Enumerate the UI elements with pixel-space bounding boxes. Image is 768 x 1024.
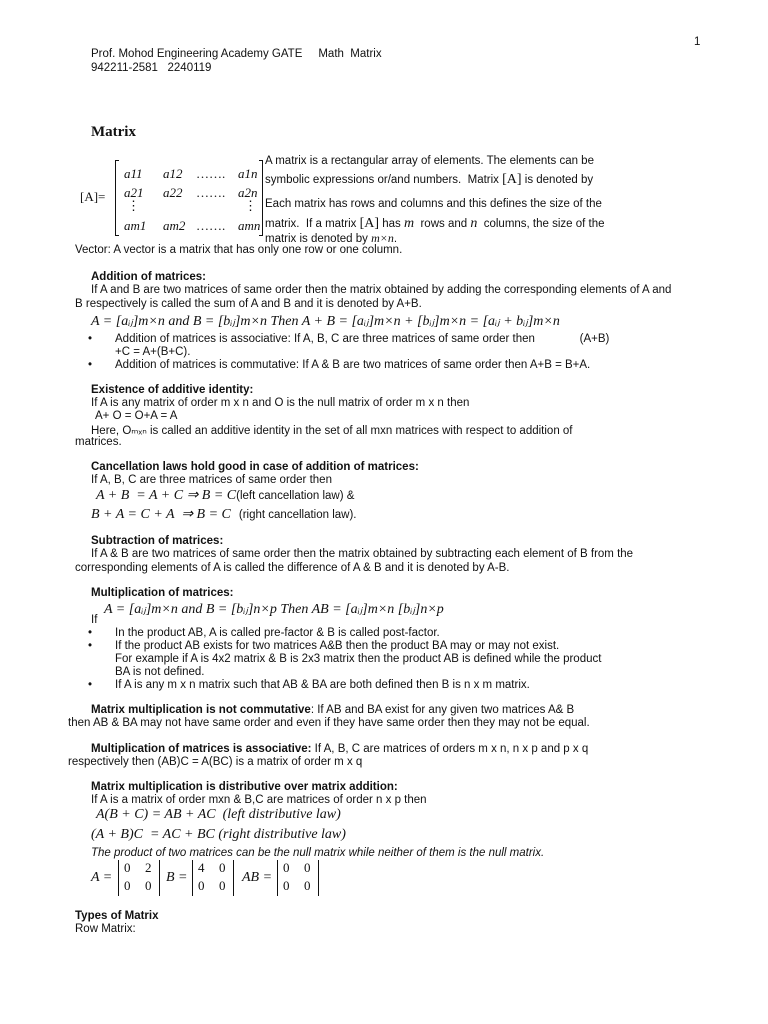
matrix-A-cell: 2 (145, 860, 152, 875)
header-line-2: 942211-2581 2240119 (91, 62, 212, 74)
bullet-text: Addition of matrices is commutative: If A & B are two matrices of same order then A+B = B+A. (115, 359, 591, 371)
right-cancellation (91, 506, 357, 523)
matrix-A (118, 860, 160, 896)
types-heading: Types of Matrix (75, 910, 159, 922)
identity-heading: Existence of additive identity: (91, 384, 254, 396)
n-symbol: n (470, 216, 478, 231)
def-text: matrix. If a matrix (265, 218, 360, 230)
addition-heading: Addition of matrices: (91, 271, 207, 283)
identity-line-2: A+ O = O+A = A (95, 410, 178, 422)
distributive-heading: Matrix multiplication is distributive over matrix addition: (91, 781, 398, 793)
matrix-A-label: A = (91, 870, 113, 885)
multiplication-if: If (91, 614, 98, 626)
not-commutative-text: : If AB and BA exist for any given two matrices A& B (310, 704, 575, 716)
matrix-AB-cell: 0 (283, 878, 290, 893)
distributive-line-1: If A is a matrix of order mxn & B,C are matrices of order n x p then (91, 794, 427, 806)
matrix-B-cell: 0 (219, 878, 226, 893)
bullet-text: If A is any m x n matrix such that AB & BA are both defined then B is n x m matrix. (115, 679, 530, 691)
bullet-product-exists (91, 640, 559, 652)
formula: A + B = A + C ⇒ B = C (96, 488, 237, 503)
subtraction-text: If A & B are two matrices of same order then the matrix obtained by subtracting each element of B from the corresponding elements of A is called the difference of A & B and it is denoted by A-B. (75, 548, 634, 574)
matrix-symbol: [A] (359, 216, 380, 231)
matrix-label: [A]= (80, 189, 106, 204)
cell-a12: a12 (163, 166, 183, 181)
cell-dots-1: ……. (196, 166, 226, 181)
matrix-symbol: [A] (502, 172, 522, 187)
associative-line-1 (91, 743, 588, 755)
cell-a22: a22 (163, 185, 183, 200)
def-text: . (393, 233, 398, 245)
right-distributive-formula: (A + B)C = AC + BC (right distributive law) (91, 827, 346, 842)
matrix-A-cell: 0 (145, 878, 152, 893)
row-matrix-heading: Row Matrix: (75, 923, 136, 935)
definition-line-4 (265, 216, 605, 232)
subtraction-heading: Subtraction of matrices: (91, 535, 224, 547)
def-text: rows and (414, 218, 471, 230)
identity-line-3: Here, Oₘₓₙ is called an additive identity in the set of all mxn matrices with respect to addition of (91, 425, 573, 437)
def-text: columns, the size of the (477, 218, 605, 230)
cancellation-heading: Cancellation laws hold good in case of addition of matrices: (91, 461, 419, 473)
bullet-associative (91, 333, 609, 345)
definition-line-1: A matrix is a rectangular array of elements. The elements can be (265, 155, 594, 167)
multiplication-heading: Multiplication of matrices: (91, 587, 234, 599)
page-title: Matrix (91, 124, 136, 140)
general-matrix (115, 160, 263, 236)
size-symbol: m×n (371, 231, 394, 245)
def-text: is denoted by (521, 174, 594, 186)
cell-vdots-1: ⋮ (127, 198, 140, 213)
matrix-B (192, 860, 234, 896)
matrix-B-cell: 0 (198, 878, 205, 893)
bullet-pre-factor (91, 627, 440, 639)
addition-text: If A and B are two matrices of same order then the matrix obtained by adding the corresponding elements of A and B respectively is called the sum of A and B and it is denoted by A+B. (75, 284, 672, 310)
header-line-1: Prof. Mohod Engineering Academy GATE Math Matrix (91, 48, 382, 60)
matrix-A-cell: 0 (124, 878, 131, 893)
law-label: (left cancellation law) & (236, 490, 355, 502)
def-text: symbolic expressions or/and numbers. Matrix (265, 174, 503, 186)
vector-definition: Vector: A vector is a matrix that has only one row or one column. (75, 244, 403, 256)
matrix-AB-label: AB = (242, 870, 273, 885)
cell-dots-3: ……. (196, 218, 226, 233)
bullet-text: In the product AB, A is called pre-factor & B is called post-factor. (115, 627, 440, 639)
cell-a21: a21 (124, 185, 144, 200)
left-cancellation (96, 487, 354, 504)
left-distributive-formula: A(B + C) = AB + AC (left distributive law) (96, 807, 341, 822)
matrix-B-label: B = (166, 870, 188, 885)
cell-am1: am1 (124, 218, 147, 233)
cell-am2: am2 (163, 218, 186, 233)
associative-line-2: respectively then (AB)C = A(BC) is a matrix of order m x q (68, 756, 363, 768)
bullet-order (91, 679, 530, 691)
bullet-example-cont: BA is not defined. (115, 666, 205, 678)
cancellation-line-1: If A, B, C are three matrices of same order then (91, 474, 332, 486)
associative-text: If A, B, C are matrices of orders m x n, n x p and p x q (311, 743, 589, 755)
cell-amn: amn (238, 218, 261, 233)
matrix-AB (277, 860, 319, 896)
not-commutative-line-2: then AB & BA may not have same order and even if they have same order then they may not be equal. (68, 717, 590, 729)
law-label: (right cancellation law). (238, 509, 357, 521)
multiplication-formula: A = [aᵢⱼ]m×n and B = [bᵢⱼ]n×p Then AB = [aᵢⱼ]m×n [bᵢⱼ]n×p (104, 602, 444, 617)
matrix-A-cell: 0 (124, 860, 131, 875)
page-number: 1 (694, 36, 701, 48)
bullet-text: If the product AB exists for two matrices A&B then the product BA may or may not exist. (115, 640, 560, 652)
null-product-note: The product of two matrices can be the null matrix while neither of them is the null matrix. (91, 847, 545, 859)
cell-vdots-2: ⋮ (244, 198, 257, 213)
cell-dots-2: ……. (196, 185, 226, 200)
matrix-AB-cell: 0 (304, 878, 311, 893)
matrix-AB-cell: 0 (304, 860, 311, 875)
not-commutative-heading: Matrix multiplication is not commutative (91, 704, 311, 716)
cell-a1n: a1n (238, 166, 258, 181)
definition-line-3: Each matrix has rows and columns and this defines the size of the (265, 198, 602, 210)
bullet-text: Addition of matrices is associative: If A, B, C are three matrices of same order then (A+B) (115, 333, 610, 345)
formula: B + A = C + A ⇒ B = C (91, 507, 231, 522)
identity-line-4: matrices. (75, 436, 122, 448)
bullet-associative-cont: +C = A+(B+C). (115, 346, 191, 358)
not-commutative-line-1 (91, 704, 574, 716)
matrix-AB-cell: 0 (283, 860, 290, 875)
def-text: matrix is denoted by (265, 233, 372, 245)
matrix-B-cell: 4 (198, 860, 205, 875)
identity-line-1: If A is any matrix of order m x n and O is the null matrix of order m x n then (91, 397, 470, 409)
associative-heading: Multiplication of matrices is associative: (91, 743, 312, 755)
cell-a2n: a2n (238, 185, 258, 200)
matrix-B-cell: 0 (219, 860, 226, 875)
bullet-example: For example if A is 4x2 matrix & B is 2x3 matrix then the product AB is defined while the product (115, 653, 602, 665)
definition-line-2 (265, 172, 593, 188)
m-symbol: m (403, 216, 415, 231)
addition-formula: A = [aᵢⱼ]m×n and B = [bᵢⱼ]m×n Then A + B = [aᵢⱼ]m×n + [bᵢⱼ]m×n = [aᵢⱼ + bᵢⱼ]m×n (91, 314, 560, 329)
def-text: has (379, 218, 404, 230)
bullet-commutative (91, 359, 590, 371)
cell-a11: a11 (124, 166, 143, 181)
